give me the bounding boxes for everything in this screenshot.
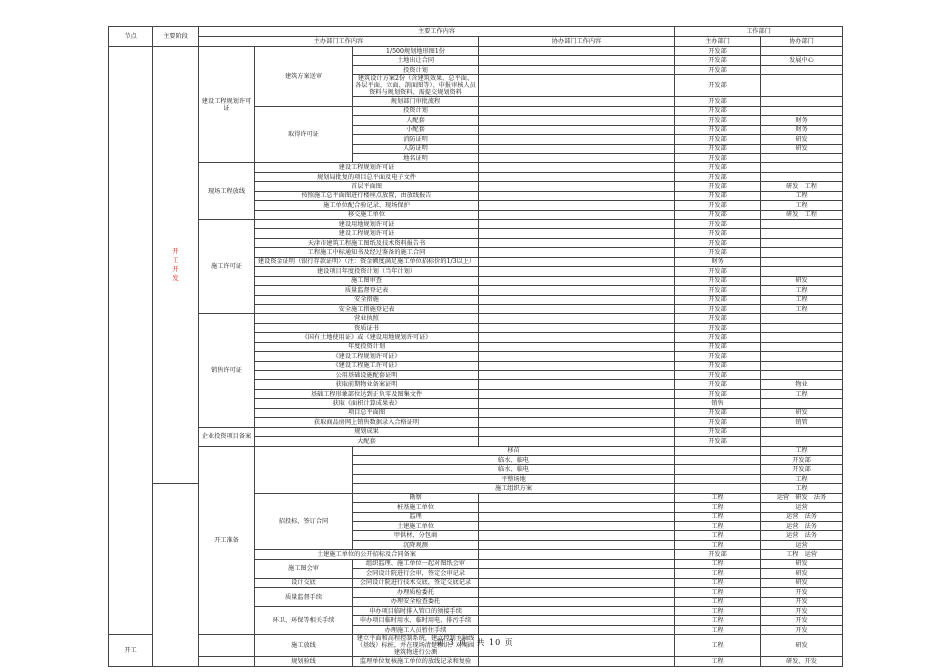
subphase-layout-line: 施工放线 [255, 635, 353, 657]
content-cell: 安全施工措施登记表 [255, 304, 479, 313]
lead-dept-cell: 开发部 [675, 248, 761, 257]
assist-dept-cell: 工程 [761, 191, 843, 200]
assist-dept-cell [761, 314, 843, 323]
lead-dept-cell: 开发部 [675, 333, 761, 342]
lead-dept-cell: 开发部 [675, 75, 761, 97]
lead-dept-cell: 工程 [675, 522, 761, 531]
subphase-bidding: 招投标、签订合同 [255, 493, 353, 550]
lead-dept-cell: 开发部 [675, 116, 761, 125]
assist-content-cell [479, 304, 675, 313]
subphase-design-brief: 设计交底 [255, 578, 353, 587]
assist-dept-cell [761, 153, 843, 162]
content-cell: 年度投资计划 [255, 342, 479, 351]
lead-dept-cell: 开发部 [675, 56, 761, 65]
content-cell: 施工图审查 [255, 276, 479, 285]
content-cell: 建设用地规划许可证 [255, 220, 479, 229]
assist-content-cell [479, 606, 675, 615]
assist-content-cell [479, 616, 675, 625]
subphase-plan-line: 规划验线 [255, 657, 353, 666]
assist-dept-cell [761, 267, 843, 276]
content-cell: 勘察 [353, 493, 479, 502]
assist-content-cell [675, 455, 761, 464]
assist-content-cell [479, 135, 675, 144]
assist-dept-cell: 研发 [761, 635, 843, 657]
content-cell: 临水、临电 [353, 465, 675, 474]
subphase-empty [255, 446, 353, 493]
lead-dept-cell: 工程 [761, 484, 843, 493]
assist-content-cell [479, 493, 675, 502]
header-lead-dept: 主办部门 [675, 37, 761, 47]
content-cell: 土地出让合同 [353, 56, 479, 65]
content-cell: 公用基础设施配套证明 [255, 371, 479, 380]
assist-content-cell [479, 408, 675, 417]
table-row [109, 657, 843, 666]
assist-content-cell [479, 588, 675, 597]
lead-dept-cell: 开发部 [675, 427, 761, 436]
assist-content-cell [479, 323, 675, 332]
content-cell: 《建设工程规划许可证》 [255, 352, 479, 361]
header-assist-dept: 协办部门 [761, 37, 843, 47]
lead-dept-cell: 开发部 [675, 229, 761, 238]
assist-dept-cell [761, 172, 843, 181]
assist-content-cell [479, 399, 675, 408]
content-cell: 首层平面图 [255, 182, 479, 191]
subphase-arch-plan: 建筑方案送审 [255, 47, 353, 107]
content-cell: 申办项目临时排入管口的须接手续 [353, 606, 479, 615]
assist-content-cell [675, 446, 761, 455]
content-cell: 办理安全检查委托 [353, 597, 479, 606]
content-cell: 建设工程规划许可证 [255, 163, 479, 172]
lead-dept-cell: 工程 [675, 493, 761, 502]
assist-dept-cell: 研发 工程 [761, 182, 843, 191]
assist-content-cell [479, 75, 675, 97]
lead-dept-cell: 开发部 [675, 323, 761, 332]
lead-dept-cell: 工程 [675, 578, 761, 587]
content-cell: 土建施工单位的公开招标及合同备案 [255, 550, 479, 559]
assist-content-cell [479, 657, 675, 666]
lead-dept-cell: 开发部 [675, 47, 761, 56]
lead-dept-cell: 开发部 [675, 267, 761, 276]
assist-dept-cell [761, 238, 843, 247]
assist-dept-cell [761, 399, 843, 408]
assist-content-cell [479, 380, 675, 389]
content-cell: 消防证明 [353, 135, 479, 144]
assist-content-cell [479, 238, 675, 247]
lead-dept-cell: 工程 [675, 503, 761, 512]
content-cell: 小配套 [353, 125, 479, 134]
assist-content-cell [479, 229, 675, 238]
assist-content-cell [479, 569, 675, 578]
assist-content-cell [479, 522, 675, 531]
lead-dept-cell: 开发部 [675, 153, 761, 162]
assist-content-cell [479, 314, 675, 323]
content-cell: 组织监理、施工单位一起对图纸会审 [353, 559, 479, 568]
lead-dept-cell: 开发部 [675, 135, 761, 144]
content-cell: 1/500规划地形图1份 [353, 47, 479, 56]
assist-content-cell [479, 220, 675, 229]
content-cell: 安全措施 [255, 295, 479, 304]
assist-content-cell [479, 550, 675, 559]
lead-dept-cell: 开发部 [675, 163, 761, 172]
subphase-permit-acquire: 取得许可证 [255, 106, 353, 163]
assist-content-cell [479, 125, 675, 134]
table-row [109, 163, 843, 172]
assist-content-cell [479, 578, 675, 587]
assist-dept-cell: 运营 法务 [761, 512, 843, 521]
content-cell: 建立平面和高程控制系统，建立控制主轴线（基线）标桩，并在现场清楚标识；对周围建筑物进行公测 [353, 635, 479, 657]
assist-dept-cell: 运营 研发 法务 [761, 493, 843, 502]
lead-dept-cell: 开发部 [675, 65, 761, 74]
assist-content-cell [479, 559, 675, 568]
table-row [109, 446, 843, 455]
lead-dept-cell: 开发部 [675, 408, 761, 417]
table-row [109, 47, 843, 56]
lead-dept-cell: 开发部 [675, 238, 761, 247]
subphase-quality-proc: 质量监督手续 [255, 588, 353, 607]
assist-content-cell [479, 210, 675, 219]
content-cell: 规划成果 [255, 427, 479, 436]
workflow-table [108, 26, 843, 667]
assist-content-cell [479, 172, 675, 181]
lead-dept-cell: 开发部 [675, 210, 761, 219]
assist-content-cell [479, 153, 675, 162]
content-cell: 地名证明 [353, 153, 479, 162]
content-cell: 监理 [353, 512, 479, 521]
content-cell: 项目总平面图 [255, 408, 479, 417]
assist-content-cell [479, 191, 675, 200]
lead-dept-cell: 开发部 [761, 455, 843, 464]
assist-dept-cell [761, 47, 843, 56]
assist-content-cell [479, 597, 675, 606]
assist-dept-cell [761, 342, 843, 351]
lead-dept-cell: 开发部 [675, 389, 761, 398]
assist-dept-cell [761, 106, 843, 115]
assist-content-cell [479, 512, 675, 521]
assist-dept-cell: 物业 [761, 380, 843, 389]
lead-dept-cell: 销售 [675, 399, 761, 408]
assist-content-cell [479, 163, 675, 172]
content-cell: 会同设计院进行技术交底，签定交底记录 [353, 578, 479, 587]
content-cell: 规划部门审批流程 [353, 97, 479, 106]
content-cell: 监理单位复核施工单位的放线记录和复验 [353, 657, 479, 666]
assist-content-cell [479, 389, 675, 398]
assist-dept-cell: 研发 [761, 144, 843, 153]
assist-dept-cell [761, 97, 843, 106]
assist-dept-cell [761, 361, 843, 370]
assist-dept-cell: 研发 [761, 559, 843, 568]
assist-content-cell [675, 465, 761, 474]
content-cell: 按照施工总平面图进行楼座点放置，由放线报告 [255, 191, 479, 200]
assist-dept-cell: 运营 [761, 540, 843, 549]
content-cell: 移交施工单位 [255, 210, 479, 219]
phase-enterprise-filing: 企业投资项目备案 [199, 427, 255, 446]
lead-dept-cell: 工程 [675, 569, 761, 578]
assist-dept-cell: 工程 [761, 389, 843, 398]
node-kaigong: 开工 [109, 635, 153, 666]
content-cell: 投资计划 [353, 106, 479, 115]
assist-dept-cell [761, 163, 843, 172]
content-cell: 建设资金证明（银行存款证明）（注：资金额度满足施工单位招标价的1/3以上） [255, 257, 479, 266]
lead-dept-cell: 开发部 [675, 295, 761, 304]
assist-content-cell [479, 56, 675, 65]
lead-dept-cell: 开发部 [675, 550, 761, 559]
assist-content-cell [479, 418, 675, 427]
assist-dept-cell: 开发 [761, 588, 843, 597]
content-cell: 天津市建筑工程施工图纸及技术资料报告书 [255, 238, 479, 247]
lead-dept-cell: 工程 [761, 446, 843, 455]
lead-dept-cell: 开发部 [675, 201, 761, 210]
assist-dept-cell: 财务 [761, 116, 843, 125]
lead-dept-cell: 开发部 [675, 276, 761, 285]
assist-content-cell [479, 437, 675, 446]
stage-kaigong-kaifa: 开 工 开 发 [153, 47, 199, 484]
lead-dept-cell: 工程 [675, 616, 761, 625]
lead-dept-cell: 开发部 [675, 172, 761, 181]
assist-dept-cell [761, 75, 843, 97]
assist-dept-cell: 销管 [761, 418, 843, 427]
assist-dept-cell [761, 220, 843, 229]
assist-dept-cell: 研发、开发 [761, 657, 843, 666]
lead-dept-cell: 工程 [675, 635, 761, 657]
table-body [109, 47, 843, 667]
assist-dept-cell [761, 427, 843, 436]
assist-content-cell [479, 371, 675, 380]
assist-dept-cell [761, 229, 843, 238]
assist-content-cell [479, 97, 675, 106]
content-cell: 质量监督登记表 [255, 286, 479, 295]
content-cell: 临水、临电 [353, 455, 675, 464]
assist-content-cell [479, 625, 675, 634]
header-departments: 工作部门 [675, 27, 843, 37]
assist-dept-cell [761, 352, 843, 361]
assist-content-cell [479, 144, 675, 153]
content-cell: 营业执照 [255, 314, 479, 323]
content-cell: 基础工程形象部位达到正负零及图集文件 [255, 389, 479, 398]
assist-dept-cell: 开发 [761, 606, 843, 615]
content-cell: 《建设工程施工许可证》 [255, 361, 479, 370]
page-footer: 第 3 页，共 10 页 [436, 638, 514, 647]
assist-content-cell [479, 47, 675, 56]
content-cell: 投资计划 [353, 65, 479, 74]
lead-dept-cell: 开发部 [675, 314, 761, 323]
assist-content-cell [479, 352, 675, 361]
assist-dept-cell [761, 248, 843, 257]
phase-site-layout: 现场工程放线 [199, 163, 255, 220]
content-cell: 移苗 [353, 446, 675, 455]
content-cell: 规划局批复的项目总平面及电子文件 [255, 172, 479, 181]
assist-dept-cell: 运营 法务 [761, 531, 843, 540]
assist-dept-cell: 工程 [761, 201, 843, 210]
lead-dept-cell: 开发部 [675, 437, 761, 446]
assist-content-cell [479, 295, 675, 304]
assist-dept-cell: 发展中心 [761, 56, 843, 65]
content-cell: 建设项目年度投资计划（当年计划） [255, 267, 479, 276]
assist-dept-cell: 研发 [761, 578, 843, 587]
lead-dept-cell: 工程 [761, 474, 843, 483]
lead-dept-cell: 工程 [675, 625, 761, 634]
assist-content-cell [479, 257, 675, 266]
content-cell: 建筑设计方案2份（含建筑效果、总平面、各层平面、立面、剖面图等）、申报审核人员资料与规划资料、需提交规划资料 [353, 75, 479, 97]
content-cell: 土建施工单位 [353, 522, 479, 531]
lead-dept-cell: 工程 [675, 597, 761, 606]
assist-content-cell [479, 361, 675, 370]
lead-dept-cell: 财务 [675, 257, 761, 266]
content-cell: 获取前期物业备案证明 [255, 380, 479, 389]
assist-dept-cell: 研发 [761, 276, 843, 285]
content-cell: 桩基施工单位 [353, 503, 479, 512]
lead-dept-cell: 开发部 [675, 380, 761, 389]
header-main-content: 主要工作内容 [199, 27, 675, 37]
assist-content-cell [479, 248, 675, 257]
assist-content-cell [479, 427, 675, 436]
assist-content-cell [479, 540, 675, 549]
lead-dept-cell: 开发部 [675, 352, 761, 361]
content-cell: 办理质检委托 [353, 588, 479, 597]
content-cell: 获取商品房网上销售数据录入合格证明 [255, 418, 479, 427]
assist-content-cell [479, 106, 675, 115]
content-cell: 工程施工中标通知书及经过鉴备的施工合同 [255, 248, 479, 257]
phase-construction-permit: 施工许可证 [199, 220, 255, 314]
lead-dept-cell: 开发部 [675, 286, 761, 295]
assist-dept-cell [761, 65, 843, 74]
assist-dept-cell: 研发 工程 [761, 210, 843, 219]
lead-dept-cell: 开发部 [675, 220, 761, 229]
lead-dept-cell: 工程 [675, 540, 761, 549]
assist-dept-cell: 开发 [761, 597, 843, 606]
lead-dept-cell: 开发部 [675, 304, 761, 313]
content-cell: 施工单位配合验记录、现场保护 [255, 201, 479, 210]
content-cell: 平整场地 [353, 474, 675, 483]
assist-dept-cell: 工程 [761, 304, 843, 313]
table-row [109, 220, 843, 229]
assist-content-cell [675, 484, 761, 493]
assist-content-cell [479, 201, 675, 210]
lead-dept-cell: 开发部 [675, 106, 761, 115]
assist-content-cell [479, 503, 675, 512]
assist-dept-cell: 研发 [761, 408, 843, 417]
content-cell: 获取《面积计算成果表》 [255, 399, 479, 408]
header-node: 节点 [109, 27, 153, 47]
assist-dept-cell: 研发 [761, 569, 843, 578]
content-cell: 人配套 [353, 116, 479, 125]
table-row [109, 427, 843, 436]
assist-dept-cell: 运营 法务 [761, 522, 843, 531]
content-cell: 沉降观测 [353, 540, 479, 549]
assist-dept-cell: 财务 [761, 125, 843, 134]
content-cell: 办理施工人员暂住手续 [353, 625, 479, 634]
lead-dept-cell: 工程 [675, 512, 761, 521]
assist-dept-cell: 工程 运营 [761, 550, 843, 559]
content-cell: 申办项目临时用水、临时用电、排污手续 [353, 616, 479, 625]
assist-dept-cell: 研发 [761, 135, 843, 144]
assist-dept-cell [761, 333, 843, 342]
assist-content-cell [479, 333, 675, 342]
lead-dept-cell: 工程 [675, 559, 761, 568]
content-cell: 施工组织方案 [353, 484, 675, 493]
assist-content-cell [479, 342, 675, 351]
assist-dept-cell [761, 371, 843, 380]
lead-dept-cell: 开发部 [675, 418, 761, 427]
content-cell: 《国有土地使用证》或《建设用地规划许可证》 [255, 333, 479, 342]
assist-content-cell [479, 531, 675, 540]
lead-dept-cell: 开发部 [675, 144, 761, 153]
content-cell: 资质证书 [255, 323, 479, 332]
lead-dept-cell: 工程 [675, 531, 761, 540]
assist-content-cell [675, 474, 761, 483]
assist-dept-cell: 开发 [761, 616, 843, 625]
assist-dept-cell: 开发 [761, 625, 843, 634]
content-cell: 建设工程规划许可证 [255, 229, 479, 238]
assist-content-cell [479, 116, 675, 125]
lead-dept-cell: 工程 [675, 657, 761, 666]
content-cell: 人防证明 [353, 144, 479, 153]
table-row [109, 314, 843, 323]
content-cell: 会同设计院进行会审，签定会审记录 [353, 569, 479, 578]
assist-dept-cell: 工程 [761, 295, 843, 304]
assist-dept-cell [761, 323, 843, 332]
assist-content-cell [479, 276, 675, 285]
subphase-drawing-review: 施工图会审 [255, 559, 353, 578]
phase-planning-permit: 建设工程规划许可证 [199, 47, 255, 163]
assist-content-cell [479, 286, 675, 295]
lead-dept-cell: 开发部 [675, 182, 761, 191]
header-phase: 主要阶段 [153, 27, 199, 47]
lead-dept-cell: 开发部 [675, 371, 761, 380]
content-cell: 大配套 [255, 437, 479, 446]
assist-dept-cell: 运营 [761, 503, 843, 512]
phase-empty [199, 657, 255, 666]
assist-dept-cell [761, 257, 843, 266]
lead-dept-cell: 开发部 [675, 191, 761, 200]
header-lead-content: 主办部门工作内容 [199, 37, 479, 47]
content-cell: 甲供材、分包商 [353, 531, 479, 540]
lead-dept-cell: 开发部 [761, 465, 843, 474]
phase-sales-permit: 销售许可证 [199, 314, 255, 427]
lead-dept-cell: 开发部 [675, 125, 761, 134]
assist-content-cell [479, 267, 675, 276]
assist-dept-cell: 工程 [761, 286, 843, 295]
phase-prep: 开工准备 [199, 446, 255, 635]
lead-dept-cell: 工程 [675, 588, 761, 597]
lead-dept-cell: 开发部 [675, 361, 761, 370]
assist-dept-cell [761, 437, 843, 446]
assist-content-cell [479, 65, 675, 74]
lead-dept-cell: 开发部 [675, 97, 761, 106]
lead-dept-cell: 开发部 [675, 342, 761, 351]
header-assist-content: 协办部门工作内容 [479, 37, 675, 47]
lead-dept-cell: 工程 [675, 606, 761, 615]
assist-content-cell [479, 182, 675, 191]
node-cell-empty [109, 47, 153, 635]
subphase-env-proc: 环卫、环保等相关手续 [255, 606, 353, 634]
